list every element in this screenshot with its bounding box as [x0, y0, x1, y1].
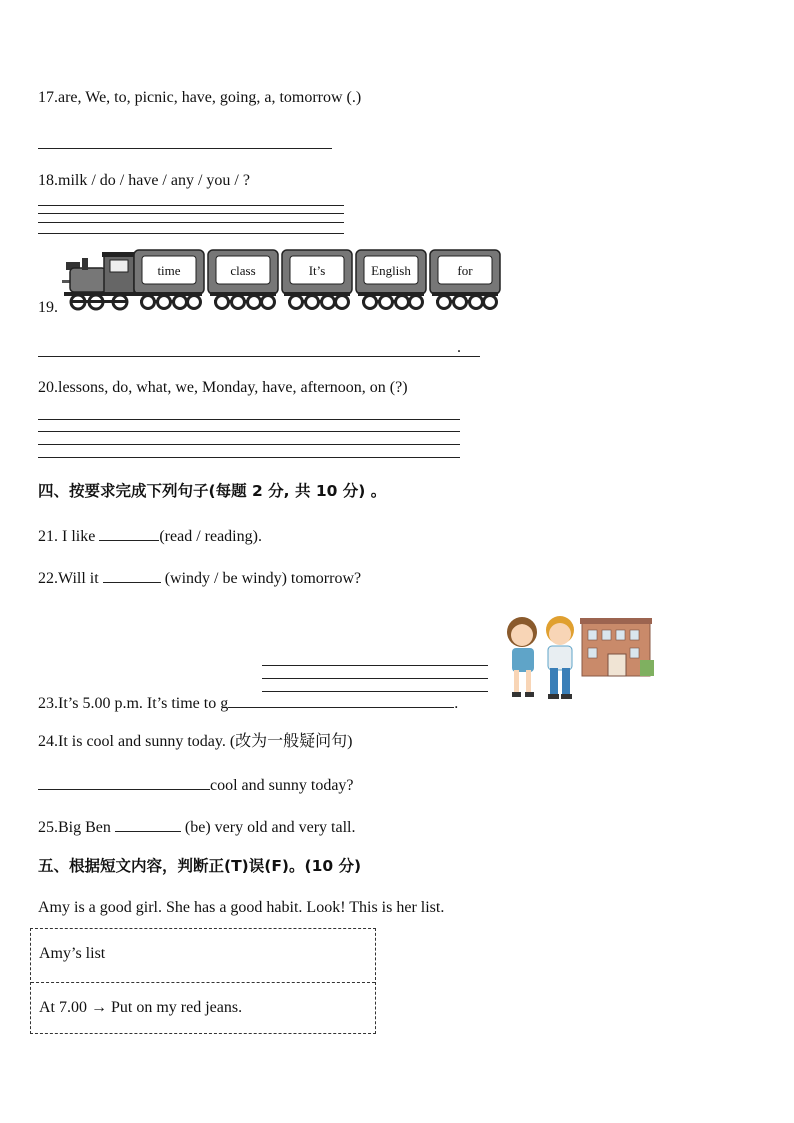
section-5-heading: 五、根据短文内容，判断正(T)误(F)。(10 分)	[38, 857, 362, 875]
answer-line-18c	[38, 222, 344, 223]
question-21-stem: 21. I like	[38, 528, 100, 545]
question-22-stem: 22.Will it	[38, 570, 103, 587]
answer-line-20b	[38, 431, 460, 432]
answer-blank-22[interactable]	[103, 566, 161, 583]
question-19-end-mark: .	[457, 339, 461, 356]
question-23-stem: 23.It’s 5.00 p.m. It’s time to g	[38, 695, 229, 712]
locomotive-icon	[62, 252, 136, 309]
train-wagon-word: for	[457, 263, 473, 278]
question-23-end: .	[454, 695, 459, 712]
train-wagon	[356, 250, 426, 309]
question-19-number: 19.	[38, 299, 58, 316]
answer-line-18d	[38, 233, 344, 234]
section-4-heading: 四、按要求完成下列句子(每题 2 分, 共 10 分) 。	[38, 482, 387, 500]
answer-blank-23[interactable]	[228, 691, 454, 708]
answer-line-17[interactable]	[38, 148, 332, 149]
question-21-options: (read / reading).	[159, 528, 262, 545]
answer-line-23b	[262, 678, 488, 679]
question-20: 20.lessons, do, what, we, Monday, have, afternoon, on (?)	[38, 379, 408, 396]
boy-icon	[546, 616, 574, 699]
train-wagon	[208, 250, 278, 309]
question-24: 24.It is cool and sunny today. (改为一般疑问句)	[38, 733, 353, 750]
question-22	[38, 566, 361, 589]
train-wagon-word: It’s	[308, 263, 326, 278]
train-wagon	[430, 250, 500, 309]
answer-line-20d	[38, 457, 460, 458]
amy-list-title-row	[31, 929, 375, 981]
train-wagon	[282, 250, 352, 309]
question-22-options: (windy / be windy) tomorrow?	[160, 570, 362, 587]
answer-blank-25[interactable]	[115, 815, 181, 832]
answer-line-18b	[38, 213, 344, 214]
question-17: 17.are, We, to, picnic, have, going, a, tomorrow (.)	[38, 89, 362, 106]
question-24-answer-tail: cool and sunny today?	[210, 777, 354, 794]
answer-blank-21[interactable]	[99, 524, 159, 541]
school-building-icon	[580, 618, 654, 676]
answer-line-20c	[38, 444, 460, 445]
girl-icon	[507, 617, 537, 697]
train-wagon-word: class	[230, 263, 256, 278]
train-wagon	[134, 250, 204, 309]
amy-list-row-text: At 7.00 → Put on my red jeans.	[39, 999, 243, 1016]
answer-line-20a[interactable]	[38, 419, 460, 420]
train-wagon-word: time	[157, 263, 181, 278]
question-24-answer	[38, 773, 354, 796]
amy-list-row	[31, 982, 375, 1034]
kids-going-to-school-illustration	[500, 608, 656, 708]
question-25-stem: 25.Big Ben	[38, 819, 115, 836]
answer-line-19[interactable]	[38, 356, 480, 357]
amy-list-table	[30, 928, 376, 1034]
question-25	[38, 815, 356, 838]
answer-line-23a	[262, 665, 488, 666]
question-21	[38, 524, 262, 547]
question-23	[38, 691, 458, 714]
answer-line-18a[interactable]	[38, 205, 344, 206]
reading-passage: Amy is a good girl. She has a good habit. Look! This is her list.	[38, 899, 445, 916]
train-illustration	[60, 248, 506, 314]
question-25-options: (be) very old and very tall.	[180, 819, 356, 836]
amy-list-title: Amy’s list	[39, 945, 106, 962]
question-18: 18.milk / do / have / any / you / ?	[38, 172, 250, 189]
train-wagon-word: English	[371, 263, 411, 278]
answer-blank-24[interactable]	[38, 773, 210, 790]
